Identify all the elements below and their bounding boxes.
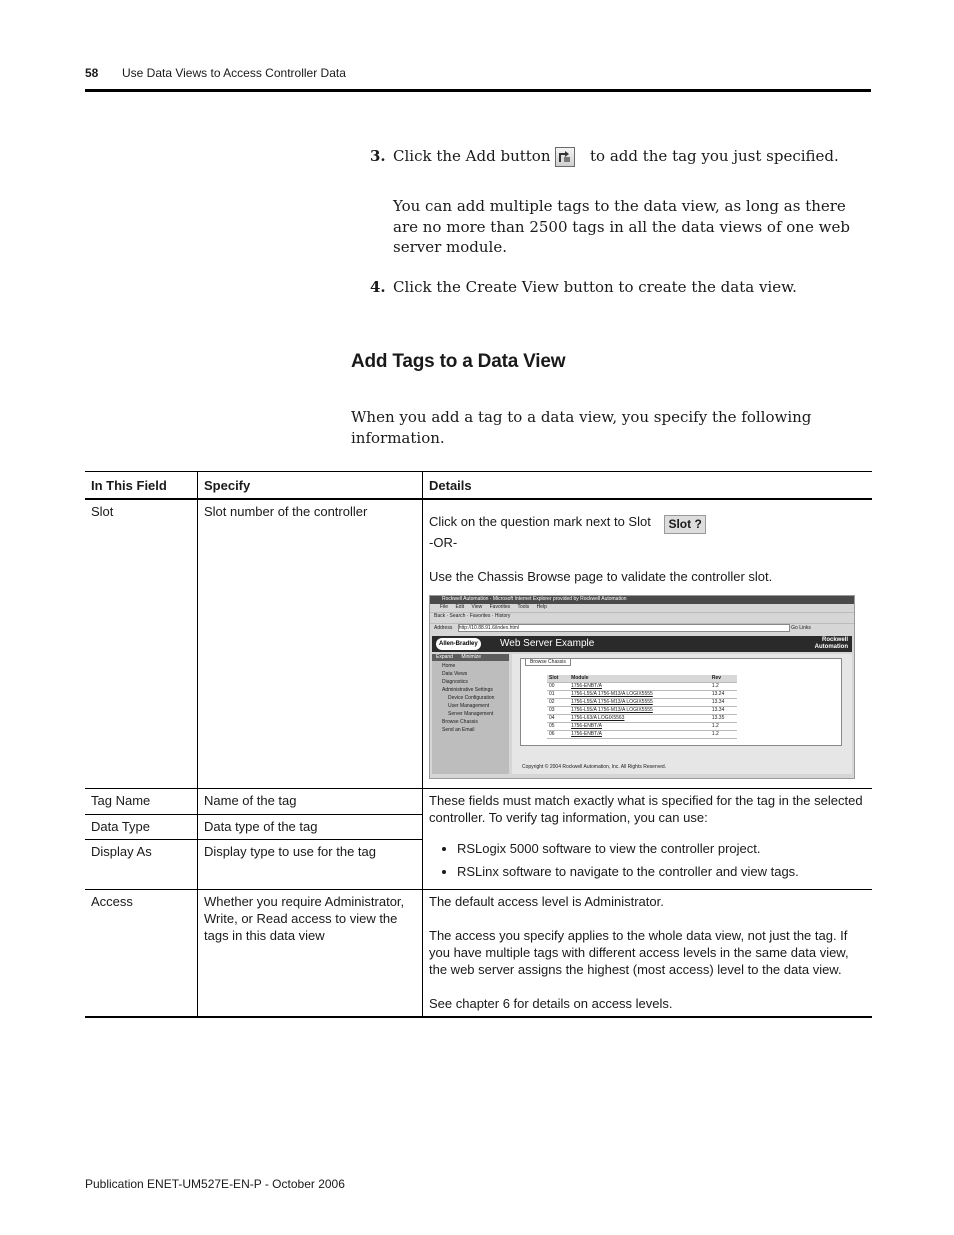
browse-chassis-panel — [520, 658, 842, 746]
step-number: 4. — [370, 278, 386, 296]
section-intro: When you add a tag to a data view, you specify the following information. — [351, 408, 812, 447]
side-item: Data Views — [442, 671, 468, 677]
column-header: Specify — [198, 472, 423, 500]
menu-item: View — [471, 604, 483, 610]
panel-title: Browse Chassis — [525, 659, 571, 666]
menu-item: Edit — [455, 604, 465, 610]
table-row — [85, 789, 872, 815]
step-text: Click the Create View button to create the data view. — [393, 278, 797, 296]
chassis-row: 04 1756-L63/A LOGIX5563 13.35 — [547, 715, 737, 723]
chassis-row: 02 1756-L55/A 1756-M13/A LOGIX5555 13.34 — [547, 699, 737, 707]
copyright: Copyright © 2004 Rockwell Automation, Inc. All Rights Reserved. — [522, 764, 667, 770]
fields-table — [85, 471, 872, 1018]
side-navigation — [432, 654, 509, 774]
content-area — [512, 654, 852, 774]
side-item: Send an Email — [442, 727, 475, 733]
table-header-row — [85, 472, 872, 500]
publication-footer: Publication ENET-UM527E-EN-P - October 2006 — [85, 1177, 345, 1191]
verify-tools-list — [429, 840, 866, 880]
chassis-row: 01 1756-L55/A 1756-M13/A LOGIX5555 13.24 — [547, 691, 737, 699]
chassis-browse-text: Use the Chassis Browse page to validate the controller slot. — [429, 569, 773, 584]
header-rule — [85, 89, 871, 92]
field-cell: Display As — [85, 840, 198, 890]
field-cell: Data Type — [85, 814, 198, 840]
step-3-note: You can add multiple tags to the data view, as long as there are no more than 2500 tags in all the data views of one web server module. — [393, 197, 850, 256]
specify-cell: Whether you require Administrator, Write, or Read access to view the tags in this data view — [198, 890, 423, 1018]
side-item: Home — [442, 663, 456, 669]
toolbar-buttons: Back · Search · Favorites · History — [434, 613, 511, 619]
app-title: Web Server Example — [500, 638, 595, 649]
chassis-row: 05 1756-ENBT/A 1.2 — [547, 723, 737, 731]
match-details: These fields must match exactly what is specified for the tag in the selected controller. To verify tag information, you can use: — [429, 793, 863, 825]
specify-cell: Slot number of the controller — [198, 499, 423, 789]
details-cell — [423, 789, 873, 890]
specify-cell: Display type to use for the tag — [198, 840, 423, 890]
field-cell: Tag Name — [85, 789, 198, 815]
rockwell-logo: Rockwell Automation — [814, 637, 848, 650]
address-field: http://10.88.91.6/index.html — [458, 624, 790, 632]
details-cell — [423, 499, 873, 789]
side-item: Diagnostics — [442, 679, 468, 685]
slot-help-icon: Slot ? — [664, 515, 705, 534]
menu-item: Tools — [517, 604, 530, 610]
chassis-row: 00 1756-ENBT/A 1.2 — [547, 683, 737, 691]
column-header: Details — [423, 472, 873, 500]
app-banner — [432, 636, 852, 652]
step-text-after: to add the tag you just specified. — [590, 147, 839, 165]
menu-item: File — [440, 604, 449, 610]
address-bar — [430, 624, 854, 634]
browser-toolbar — [430, 612, 854, 624]
chassis-row: 03 1756-L55/A 1756-M13/A LOGIX5555 13.34 — [547, 707, 737, 715]
menu-bar — [430, 604, 854, 612]
go-button: Go — [791, 625, 798, 631]
browse-chassis-screenshot — [429, 595, 855, 779]
chassis-row: 06 1756-ENBT/A 1.2 — [547, 731, 737, 739]
access-detail: The default access level is Administrator. — [429, 894, 664, 909]
address-label: Address — [434, 625, 453, 631]
slot-instruction: Click on the question mark next to Slot — [429, 514, 651, 529]
access-detail: The access you specify applies to the whole data view, not just the tag. If you have multiple tags with different access levels in the same data view, the web server assigns the highest (most access) level to the data view. — [429, 928, 849, 977]
side-item: Browse Chassis — [442, 719, 478, 725]
specify-cell: Data type of the tag — [198, 814, 423, 840]
list-item: • RSLogix 5000 software to view the controller project. — [457, 840, 866, 857]
table-row — [85, 890, 872, 1018]
menu-item: Favorites — [489, 604, 511, 610]
field-cell: Access — [85, 890, 198, 1018]
links-label: Links — [799, 625, 811, 631]
add-button-icon — [555, 147, 575, 167]
step-number: 3. — [370, 147, 386, 165]
step-text-before: Click the Add button — [393, 147, 551, 165]
side-item: Device Configuration — [448, 695, 495, 701]
specify-cell: Name of the tag — [198, 789, 423, 815]
chassis-header-row: Slot Module Rev — [547, 675, 737, 683]
running-header: Use Data Views to Access Controller Data — [122, 66, 346, 80]
menu-item: Help — [536, 604, 547, 610]
details-cell — [423, 890, 873, 1018]
window-title: Rockwell Automation - Microsoft Internet Explorer provided by Rockwell Automation — [430, 596, 854, 604]
table-row — [85, 499, 872, 789]
side-item: Administrative Settings — [442, 687, 493, 693]
side-item: Server Management — [448, 711, 494, 717]
section-heading: Add Tags to a Data View — [351, 351, 566, 372]
side-item: User Management — [448, 703, 490, 709]
column-header: In This Field — [85, 472, 198, 500]
chassis-table — [547, 675, 737, 739]
allen-bradley-logo: Allen-Bradley — [436, 638, 481, 650]
slot-detail-line — [429, 513, 866, 534]
list-item: • RSLinx software to navigate to the controller and view tags. — [457, 863, 866, 880]
side-tabs: Expand Minimize — [432, 654, 509, 661]
field-cell: Slot — [85, 499, 198, 789]
page-number: 58 — [85, 66, 99, 80]
access-detail: See chapter 6 for details on access levels. — [429, 996, 673, 1011]
or-text: -OR- — [429, 535, 458, 550]
